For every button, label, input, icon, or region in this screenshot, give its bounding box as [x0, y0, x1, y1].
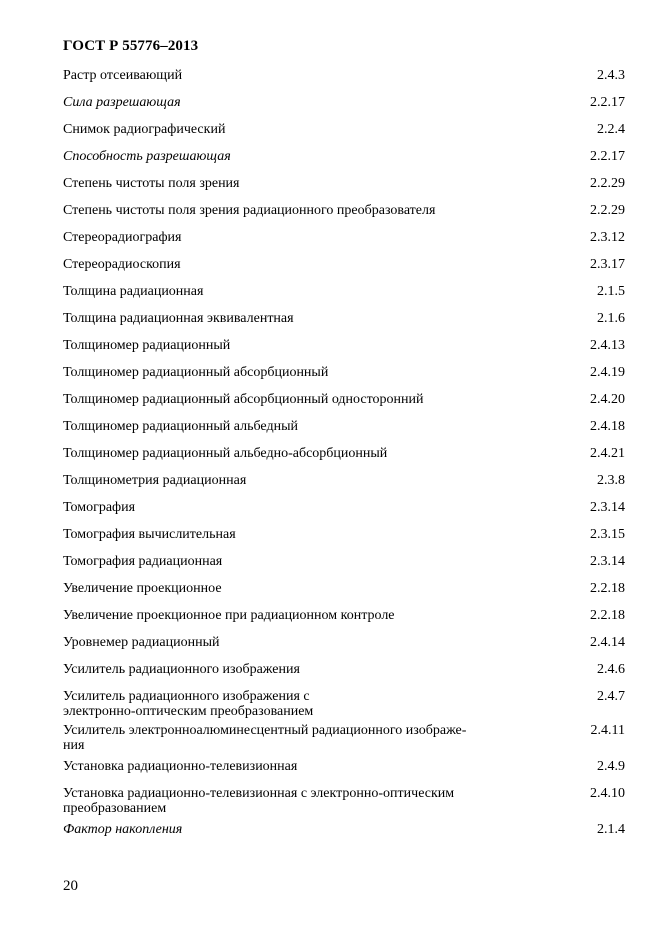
entry-ref: 2.4.10 [590, 786, 625, 801]
entry-term: Толщина радиационная [63, 284, 204, 299]
entry-term: Степень чистоты поля зрения радиационного преобразователя [63, 203, 436, 218]
entry-ref: 2.4.3 [597, 68, 625, 83]
index-entry [63, 635, 625, 650]
entry-ref: 2.2.4 [597, 122, 625, 137]
index-entry [63, 95, 625, 110]
entry-ref: 2.3.14 [590, 500, 625, 515]
entry-ref: 2.3.8 [597, 473, 625, 488]
entry-term: Сила разрешающая [63, 95, 181, 110]
entry-term: Томография вычислительная [63, 527, 236, 542]
entry-ref: 2.2.17 [590, 95, 625, 110]
index-entry [63, 392, 625, 407]
entry-ref: 2.3.15 [590, 527, 625, 542]
entry-term: Фактор накопления [63, 822, 183, 837]
entry-ref: 2.3.14 [590, 554, 625, 569]
index-entry [63, 554, 625, 569]
entry-ref: 2.3.17 [590, 257, 625, 272]
index-entry [63, 446, 625, 461]
index-entry [63, 338, 625, 353]
page-number: 20 [63, 878, 78, 894]
entry-ref: 2.1.4 [597, 822, 625, 837]
entry-ref: 2.4.21 [590, 446, 625, 461]
entry-term: Снимок радиографический [63, 122, 226, 137]
entry-term: Усилитель радиационного изображения с электронно-оптическим преобразованием [63, 689, 314, 719]
entry-term: Способность разрешающая [63, 149, 231, 164]
index-entry [63, 149, 625, 164]
index-entry [63, 500, 625, 515]
document-header: ГОСТ Р 55776–2013 [63, 38, 199, 54]
entry-ref: 2.4.7 [597, 689, 625, 704]
entry-ref: 2.1.6 [597, 311, 625, 326]
entry-term: Установка радиационно-телевизионная с электронно-оптическим преобразованием [63, 786, 455, 816]
index-entry [63, 822, 625, 837]
entry-ref: 2.4.6 [597, 662, 625, 677]
index-entry [63, 786, 625, 816]
index-entry [63, 230, 625, 245]
entry-ref: 2.4.18 [590, 419, 625, 434]
index-entry [63, 203, 625, 218]
entry-term: Увеличение проекционное при радиационном контроле [63, 608, 395, 623]
index-entry [63, 608, 625, 623]
entry-ref: 2.2.17 [590, 149, 625, 164]
entry-ref: 2.4.9 [597, 759, 625, 774]
entry-ref: 2.2.29 [590, 203, 625, 218]
entry-term: Уровнемер радиационный [63, 635, 220, 650]
index-list [63, 68, 625, 837]
entry-term: Толщиномер радиационный альбедно-абсорбционный [63, 446, 388, 461]
index-entry [63, 176, 625, 191]
entry-term: Усилитель радиационного изображения [63, 662, 300, 677]
entry-term: Томография радиационная [63, 554, 223, 569]
entry-ref: 2.3.12 [590, 230, 625, 245]
entry-ref: 2.4.19 [590, 365, 625, 380]
entry-term: Толщиномер радиационный абсорбционный односторонний [63, 392, 424, 407]
entry-ref: 2.2.18 [590, 608, 625, 623]
entry-term: Стереорадиоскопия [63, 257, 181, 272]
entry-term: Толщиномер радиационный абсорбционный [63, 365, 329, 380]
index-entry [63, 581, 625, 596]
entry-ref: 2.1.5 [597, 284, 625, 299]
index-entry [63, 723, 625, 753]
index-entry [63, 689, 625, 719]
index-entry [63, 527, 625, 542]
entry-term: Толщиномер радиационный [63, 338, 231, 353]
entry-ref: 2.4.13 [590, 338, 625, 353]
entry-term: Стереорадиография [63, 230, 182, 245]
entry-term: Толщина радиационная эквивалентная [63, 311, 294, 326]
entry-term: Толщинометрия радиационная [63, 473, 247, 488]
index-entry [63, 365, 625, 380]
entry-term: Установка радиационно-телевизионная [63, 759, 298, 774]
index-entry [63, 311, 625, 326]
index-entry [63, 284, 625, 299]
entry-ref: 2.4.20 [590, 392, 625, 407]
index-entry [63, 257, 625, 272]
entry-term: Увеличение проекционное [63, 581, 222, 596]
index-entry [63, 122, 625, 137]
index-entry [63, 759, 625, 774]
entry-term: Толщиномер радиационный альбедный [63, 419, 298, 434]
entry-term: Усилитель электронноалюминесцентный радиационного изображе- ния [63, 723, 467, 753]
index-entry [63, 662, 625, 677]
entry-term: Степень чистоты поля зрения [63, 176, 240, 191]
entry-ref: 2.2.29 [590, 176, 625, 191]
entry-term: Растр отсеивающий [63, 68, 183, 83]
index-entry [63, 68, 625, 83]
entry-ref: 2.4.14 [590, 635, 625, 650]
entry-ref: 2.2.18 [590, 581, 625, 596]
index-entry [63, 419, 625, 434]
entry-term: Томография [63, 500, 136, 515]
index-entry [63, 473, 625, 488]
entry-ref: 2.4.11 [590, 723, 625, 738]
